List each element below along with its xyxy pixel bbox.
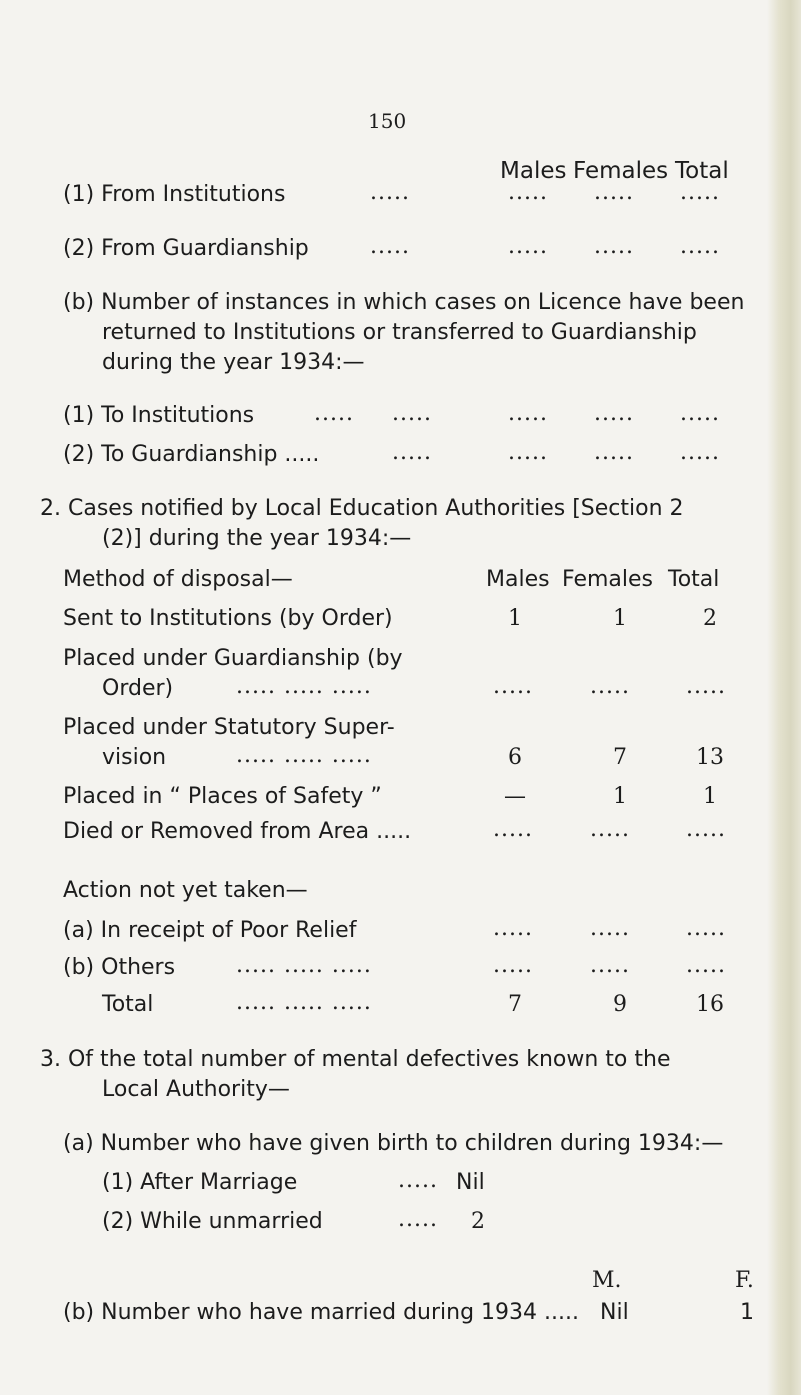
dot-leader: .....	[370, 180, 410, 205]
row-label: (b) Others	[63, 955, 176, 980]
cell-females: .....	[594, 234, 634, 259]
cell-total: .....	[680, 234, 720, 259]
value-males: —	[504, 784, 526, 809]
row-label: Died or Removed from Area .....	[63, 819, 412, 844]
row-label: Placed in “ Places of Safety ”	[63, 784, 382, 809]
row-label: Placed under Statutory Super-	[63, 715, 395, 740]
method-label: Method of disposal—	[63, 567, 293, 592]
header-males: Males	[500, 158, 567, 184]
value-females: .....	[590, 817, 630, 842]
dot-leader: .....	[392, 401, 432, 426]
dot-leader: .....	[508, 440, 548, 465]
dot-leader: .....	[680, 440, 720, 465]
total-males: 7	[508, 992, 522, 1017]
row-label: (1) After Marriage	[102, 1170, 298, 1195]
value-females: 7	[613, 745, 627, 770]
dot-leader: ..... ..... .....	[236, 674, 372, 699]
row-label: Order)	[102, 676, 174, 701]
value-males: 6	[508, 745, 522, 770]
cell-males: .....	[508, 180, 548, 205]
header-females: Females	[562, 567, 654, 592]
section-heading: (2)] during the year 1934:—	[102, 526, 412, 551]
cell-males: .....	[508, 234, 548, 259]
subsection-label: (a) Number who have given birth to children during 1934:—	[63, 1131, 724, 1156]
row-label: (b) Number who have married during 1934 .....	[63, 1300, 579, 1325]
header-females: Females	[573, 158, 669, 184]
value-males: 1	[508, 606, 522, 631]
header-total: Total	[675, 158, 729, 184]
action-label: Action not yet taken—	[63, 878, 308, 903]
value-males: .....	[493, 953, 533, 978]
dot-leader: .....	[392, 440, 432, 465]
header-total: Total	[668, 567, 720, 592]
paragraph-line: (b) Number of instances in which cases on Licence have been	[63, 290, 745, 315]
page-edge-shadow	[767, 0, 801, 1395]
dot-leader: .....	[370, 234, 410, 259]
row-label: (1) From Institutions	[63, 182, 286, 207]
cell-total: .....	[680, 180, 720, 205]
dot-leader: .....	[680, 401, 720, 426]
value-total: .....	[686, 916, 726, 941]
total-total: 16	[696, 992, 724, 1017]
total-label: Total	[102, 992, 154, 1017]
dot-leader: .....	[508, 401, 548, 426]
paragraph-line: returned to Institutions or transferred to Guardianship	[102, 320, 697, 345]
row-label: (1) To Institutions	[63, 403, 255, 428]
section-heading: 2. Cases notified by Local Education Authorities [Section 2	[40, 496, 684, 521]
value-f: 1	[740, 1300, 754, 1325]
value-females: .....	[590, 674, 630, 699]
value-total: 13	[696, 745, 724, 770]
value-total: 1	[703, 784, 717, 809]
row-label: (a) In receipt of Poor Relief	[63, 918, 357, 943]
header-males: Males	[486, 567, 550, 592]
section-heading: Local Authority—	[102, 1077, 290, 1102]
value-males: .....	[493, 817, 533, 842]
value-total: .....	[686, 817, 726, 842]
row-label: (2) To Guardianship .....	[63, 442, 320, 467]
value-total: .....	[686, 674, 726, 699]
total-females: 9	[613, 992, 627, 1017]
value-total: 2	[703, 606, 717, 631]
value-males: .....	[493, 916, 533, 941]
value-m: Nil	[600, 1300, 629, 1325]
header-m: M.	[592, 1268, 622, 1293]
value-females: .....	[590, 916, 630, 941]
row-value: Nil	[456, 1170, 485, 1195]
header-f: F.	[735, 1268, 754, 1293]
row-label: vision	[102, 745, 167, 770]
cell-females: .....	[594, 180, 634, 205]
row-label: (2) While unmarried	[102, 1209, 323, 1234]
value-females: 1	[613, 784, 627, 809]
dot-leader: .....	[314, 401, 354, 426]
row-label: Placed under Guardianship (by	[63, 646, 403, 671]
page-number: 150	[368, 109, 407, 133]
dot-leader: .....	[594, 440, 634, 465]
row-label: Sent to Institutions (by Order)	[63, 606, 393, 631]
value-males: .....	[493, 674, 533, 699]
section-heading: 3. Of the total number of mental defectives known to the	[40, 1047, 671, 1072]
paragraph-line: during the year 1934:—	[102, 350, 365, 375]
value-females: 1	[613, 606, 627, 631]
row-value: 2	[471, 1209, 485, 1234]
value-females: .....	[590, 953, 630, 978]
dot-leader: ..... ..... .....	[236, 990, 372, 1015]
dot-leader: .....	[398, 1168, 438, 1193]
value-total: .....	[686, 953, 726, 978]
dot-leader: .....	[398, 1207, 438, 1232]
dot-leader: .....	[594, 401, 634, 426]
dot-leader: ..... ..... .....	[236, 953, 372, 978]
dot-leader: ..... ..... .....	[236, 743, 372, 768]
row-label: (2) From Guardianship	[63, 236, 309, 261]
